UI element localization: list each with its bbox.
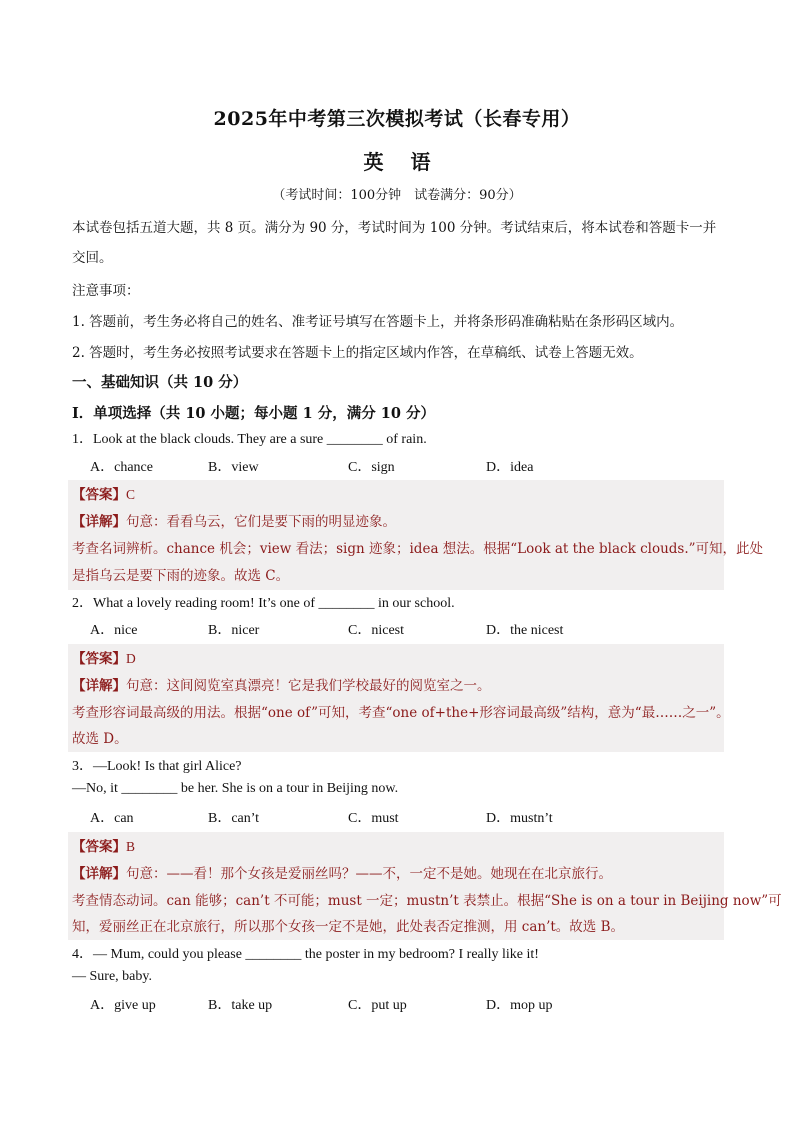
answer-value: B xyxy=(126,839,136,854)
question-3-stem-1: 3．—Look! Is that girl Alice? xyxy=(72,759,242,774)
detail-text: 句意：看看乌云，它们是要下雨的明显迹象。 xyxy=(126,514,396,530)
question-3-stem-2: —No, it ________ be her. She is on a tour in Beijing now. xyxy=(72,781,399,796)
answer-line xyxy=(72,483,135,503)
answer-value: C xyxy=(126,487,136,502)
intro-line-1: 本试卷包括五道大题，共 8 页。满分为 90 分，考试时间为 100 分钟。考试结束后，将本试卷和答题卡一并 xyxy=(72,220,717,236)
question-1-stem: 1．Look at the black clouds. They are a sure ________ of rain. xyxy=(72,432,427,447)
question-2-stem: 2．What a lovely reading room! It’s one of ________ in our school. xyxy=(72,596,455,611)
notice-title: 注意事项： xyxy=(72,283,140,299)
detail-tag: 【详解】 xyxy=(72,678,126,694)
exam-meta: （考试时间：100分钟 试卷满分：90分） xyxy=(272,188,522,203)
option-a: A．give up xyxy=(90,998,156,1013)
part-title: Ⅰ．单项选择（共 10 小题；每小题 1 分，满分 10 分） xyxy=(72,405,436,422)
option-c: C．must xyxy=(348,811,399,826)
answer-line xyxy=(72,647,136,667)
explanation-line-2: 知，爱丽丝正在北京旅行，所以那个女孩一定不是她，此处表否定推测，用 can’t。故选 B。 xyxy=(72,919,625,935)
explanation-line-1: 考查形容词最高级的用法。根据“one of”可知，考查“one of+the+形容词最高级”结构，意为“最……之一”。 xyxy=(72,705,730,721)
explanation-line-1: 考查名词辨析。chance 机会；view 看法；sign 迹象；idea 想法。根据“Look at the black clouds.”可知，此处 xyxy=(72,541,764,557)
detail-line xyxy=(72,862,612,882)
option-c: C．sign xyxy=(348,460,395,475)
option-a: A．chance xyxy=(90,460,153,475)
explanation-line-2: 是指乌云是要下雨的迹象。故选 C。 xyxy=(72,568,290,584)
explanation-line-2: 故选 D。 xyxy=(72,731,128,747)
option-c: C．put up xyxy=(348,998,407,1013)
answer-block-3 xyxy=(68,832,782,940)
option-a: A．can xyxy=(90,811,134,826)
detail-line xyxy=(72,674,491,694)
explanation-line-1: 考查情态动词。can 能够；can’t 不可能；must 一定；mustn’t 表禁止。根据“She is on a tour in Beijing now”可 xyxy=(72,893,782,909)
answer-tag: 【答案】 xyxy=(72,487,126,503)
option-d: D．mop up xyxy=(486,998,553,1013)
detail-text: 句意：这间阅览室真漂亮！它是我们学校最好的阅览室之一。 xyxy=(126,678,491,694)
option-d: D．the nicest xyxy=(486,623,564,638)
answer-block-1 xyxy=(68,480,764,590)
notice-item-2: 2. 答题时，考生务必按照考试要求在答题卡上的指定区域内作答，在草稿纸、试卷上答题无效。 xyxy=(72,345,643,361)
option-c: C．nicest xyxy=(348,623,404,638)
answer-tag: 【答案】 xyxy=(72,839,126,855)
notice-item-1: 1. 答题前，考生务必将自己的姓名、准考证号填写在答题卡上，并将条形码准确粘贴在条形码区域内。 xyxy=(72,314,684,330)
option-b: B．can’t xyxy=(208,811,260,826)
answer-tag: 【答案】 xyxy=(72,651,126,667)
detail-tag: 【详解】 xyxy=(72,866,126,882)
option-a: A．nice xyxy=(90,623,138,638)
option-b: B．take up xyxy=(208,998,273,1013)
detail-tag: 【详解】 xyxy=(72,514,126,530)
question-4-stem-1: 4．— Mum, could you please ________ the poster in my bedroom? I really like it! xyxy=(72,947,539,962)
detail-line xyxy=(72,510,396,530)
option-b: B．nicer xyxy=(208,623,260,638)
question-4-stem-2: — Sure, baby. xyxy=(72,969,152,984)
option-b: B．view xyxy=(208,460,259,475)
section-title: 一、基础知识（共 10 分） xyxy=(72,374,248,391)
subject-title: 英 语 xyxy=(363,150,441,174)
option-d: D．idea xyxy=(486,460,534,475)
answer-block-2 xyxy=(68,644,730,752)
intro-line-2: 交回。 xyxy=(72,250,113,266)
detail-text: 句意：——看！那个女孩是爱丽丝吗？——不，一定不是她。她现在在北京旅行。 xyxy=(126,866,612,882)
page-title: 2025年中考第三次模拟考试（长春专用） xyxy=(213,108,581,130)
answer-line xyxy=(72,835,135,855)
option-d: D．mustn’t xyxy=(486,811,553,826)
answer-value: D xyxy=(126,651,136,666)
